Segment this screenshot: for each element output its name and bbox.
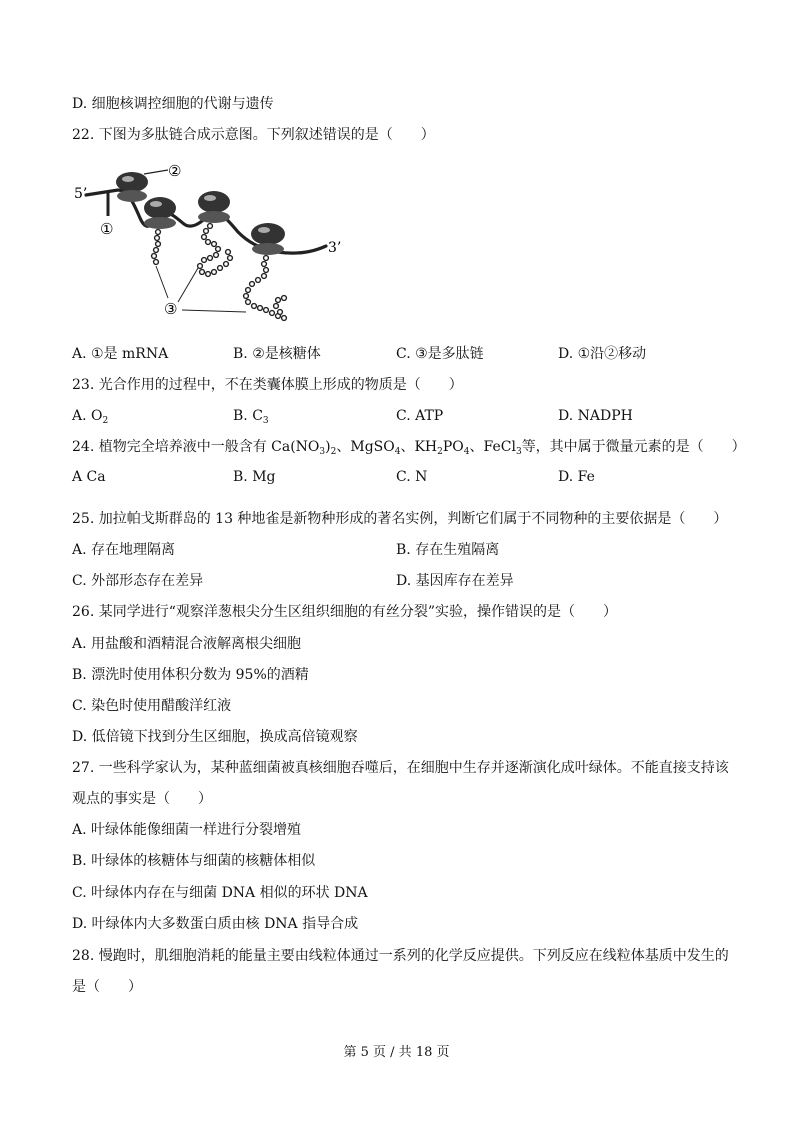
q24-stem-part: 等，其中属于微量元素的是（ ） [521, 439, 746, 455]
q24-sub: 4 [394, 447, 401, 457]
q28-stem-line2: 是（ ） [72, 979, 142, 995]
ribosome-2 [144, 197, 176, 229]
q26-stem: 26. 某同学进行“观察洋葱根尖分生区组织细胞的有丝分裂”实验，操作错误的是（ ） [72, 604, 618, 620]
label-circled-2: ② [168, 162, 182, 180]
label-3-prime: 3’ [328, 240, 342, 256]
q23-b-sub: 3 [262, 416, 269, 426]
q23-b-text: B. C [233, 408, 263, 424]
q23-option-d: D. NADPH [558, 408, 633, 424]
q27-option-c: C. 叶绿体内存在与细菌 DNA 相似的环状 DNA [72, 885, 368, 901]
q23-option-c: C. ATP [396, 408, 444, 424]
q24-stem-part: 、FeCl [469, 439, 516, 455]
q24-sub: 3 [515, 447, 522, 457]
polypeptide-synthesis-diagram [68, 160, 358, 330]
q24-sub: 3 [319, 447, 326, 457]
q22-option-c: C. ③是多肽链 [396, 346, 484, 362]
q25-option-b: B. 存在生殖隔离 [396, 542, 500, 558]
label-circled-1: ① [100, 220, 114, 238]
q27-option-a: A. 叶绿体能像细菌一样进行分裂增殖 [72, 822, 302, 838]
q24-sub: 4 [463, 447, 470, 457]
q27-stem-line2: 观点的事实是（ ） [72, 791, 212, 807]
q25-option-a: A. 存在地理隔离 [72, 542, 176, 558]
label-5-prime: 5’ [74, 186, 88, 202]
q25-option-c: C. 外部形态存在差异 [72, 573, 204, 589]
q23-option-a [72, 406, 108, 426]
q24-option-b: B. Mg [233, 469, 276, 485]
q27-option-b: B. 叶绿体的核糖体与细菌的核糖体相似 [72, 853, 316, 869]
q27-option-d: D. 叶绿体内大多数蛋白质由核 DNA 指导合成 [72, 916, 359, 932]
label-circled-3: ③ [164, 300, 178, 318]
ribosome-4 [251, 223, 285, 255]
q21-option-d: D. 细胞核调控细胞的代谢与遗传 [72, 96, 274, 112]
q24-option-d: D. Fe [558, 469, 595, 485]
q24-sub: 2 [437, 447, 443, 457]
q26-option-d: D. 低倍镜下找到分生区细胞，换成高倍镜观察 [72, 729, 358, 745]
q25-stem: 25. 加拉帕戈斯群岛的 13 种地雀是新物种形成的著名实例，判断它们属于不同物种的主要依据是（ ） [72, 511, 728, 527]
q28-stem-line1: 28. 慢跑时，肌细胞消耗的能量主要由线粒体通过一系列的化学反应提供。下列反应在线粒体基质中发生的 [72, 948, 729, 964]
q23-a-sub: 2 [102, 416, 109, 426]
q24-stem-part: PO [442, 439, 464, 455]
q23-a-text: A. O [72, 408, 103, 424]
q22-stem: 22. 下图为多肽链合成示意图。下列叙述错误的是（ ） [72, 127, 435, 143]
q23-stem: 23. 光合作用的过程中，不在类囊体膜上形成的物质是（ ） [72, 377, 463, 393]
page-footer: 第 5 页 / 共 18 页 [343, 1045, 450, 1060]
q22-option-d: D. ①沿②移动 [558, 346, 647, 362]
q24-stem [72, 437, 746, 457]
q24-stem-part: 24. 植物完全培养液中一般含有 Ca(NO [72, 439, 320, 455]
q24-sub: 2 [330, 447, 337, 457]
q26-option-b: B. 漂洗时使用体积分数为 95%的酒精 [72, 667, 309, 683]
q24-option-c: C. N [396, 469, 428, 485]
q24-stem-part: ) [325, 439, 331, 455]
q25-option-d: D. 基因库存在差异 [396, 573, 514, 589]
diagram-svg [68, 160, 358, 330]
q26-option-a: A. 用盐酸和酒精混合液解离根尖细胞 [72, 636, 302, 652]
q23-option-b [233, 406, 269, 426]
q24-stem-part: 、MgSO [336, 439, 395, 455]
q26-option-c: C. 染色时使用醋酸洋红液 [72, 698, 232, 714]
q22-option-b: B. ②是核糖体 [233, 346, 321, 362]
q22-option-a: A. ①是 mRNA [72, 346, 169, 362]
q24-option-a: A Ca [72, 469, 106, 485]
q24-stem-part: 、KH [400, 439, 438, 455]
ribosome-3 [198, 191, 230, 223]
ribosome-1 [116, 172, 148, 202]
q27-stem-line1: 27. 一些科学家认为，某种蓝细菌被真核细胞吞噬后，在细胞中生存并逐渐演化成叶绿体。不能直接支持该 [72, 760, 729, 776]
